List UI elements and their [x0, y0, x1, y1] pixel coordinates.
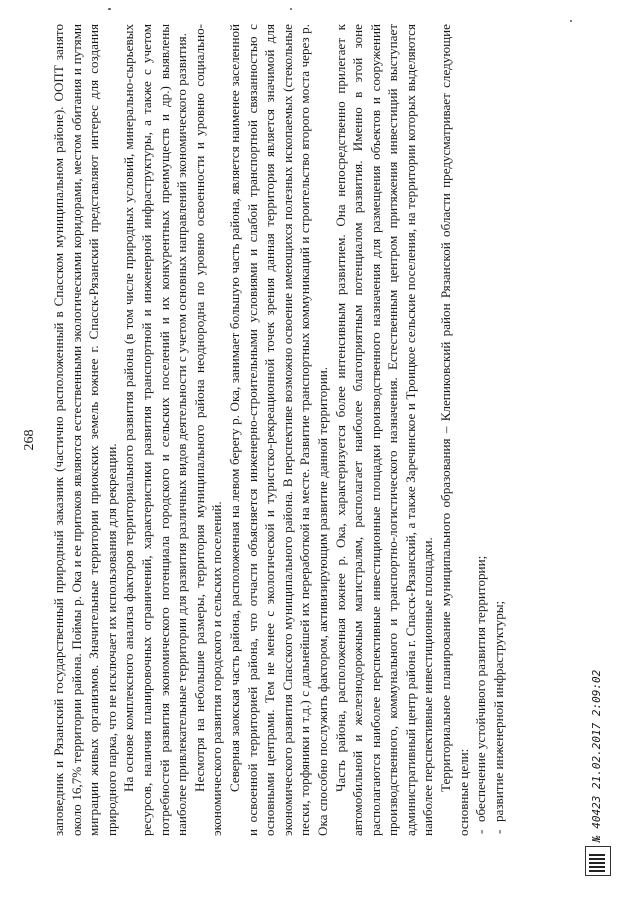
registration-stamp: [585, 669, 611, 876]
list-item: - обеспечение устойчивого развития территории;: [472, 24, 490, 836]
paragraph: заповедник и Рязанский государственный природный заказник (частично расположенный в Спасском муниципальном районе). ООПТ занято около 16,7% территории района. Поймы р. Ока и ее притоков являются естественными экологическими коридорами, местом обитания и путями миграции живых организмов. Значительные территории приокских земель южнее г. Спасск-Рязанский представляют интерес для создания природного парка, что не исключает их использования для рекреации.: [51, 24, 119, 836]
scan-speck: [290, 8, 292, 10]
paragraph: Северная заокская часть района, расположенная на левом берегу р. Ока, занимает большую часть района, является наименее заселенной и освоенной территорией района, что отчасти объясняется инженерно-строительными условиями и слабой транспортной связанностью с основными центрами. Тем не менее с экологической и туристско-рекреационной точек зрения данная территория является значимой для экономического развития Спасского муниципального района. В перспективе возможно освоение имеющихся полезных ископаемых (стекольные пески, торфяники и т.д.) с дальнейшей их переработкой на месте. Развитие транспортных коммуникаций и строительство второго моста через р. Ока способно послужить фактором, активизирующим развитие данной территории.: [226, 24, 330, 836]
rotated-document-page: [20, 0, 620, 880]
document-body: [50, 24, 507, 836]
goals-list: [472, 24, 507, 836]
scan-speck: [108, 8, 111, 10]
paragraph: Несмотря на небольшие размеры, территория муниципального района неоднородна по уровню освоенности и уровню социально-экономического развития городского и сельских поселений.: [191, 24, 225, 836]
paragraph: Часть района, расположенная южнее р. Ока, характеризуется более интенсивным развитием. Она непосредственно прилегает к автомобильной и железнодорожным магистралям, располагает наиболее благоприятным потенциалом развития. Именно в этой зоне располагаются наиболее перспективные инвестиционные площадки производственного назначения для размещения объектов и сооружений производственного, коммунального и транспортно-логистического назначения. Естественным центром притяжения инвестиций выступает административный центр района г. Спасск-Рязанский, а также Заречинское и Троицкое сельские поселения, на территории которых выделяются наиболее перспективные инвестиционные площадки.: [332, 24, 436, 836]
paragraph: На основе комплексного анализа факторов территориального развития района (в том числе природных условий, минерально-сырьевых ресурсов, наличия планировочных ограничений, характеристики развития транспортной и инженерной инфраструктуры, а также с учетом потребностей развития экономического потенциала городского и сельских поселений и их конкурентных преимуществ и др.) выявлены наиболее привлекательные территории для развития различных видов деятельности с учетом основных направлений экономического развития.: [121, 24, 190, 836]
paragraph: Территориальное планирование муниципального образования – Клепиковский район Рязанской области предусматривает следующие основные цели:: [438, 24, 471, 836]
page-number: 268: [22, 429, 37, 451]
stamp-text: № 40423 21.02.2017 2:09:02: [590, 669, 603, 842]
list-item: - развитие инженерной инфраструктуры;: [490, 24, 508, 836]
scan-speck: [570, 20, 572, 22]
barcode-logo-icon: [585, 846, 611, 876]
